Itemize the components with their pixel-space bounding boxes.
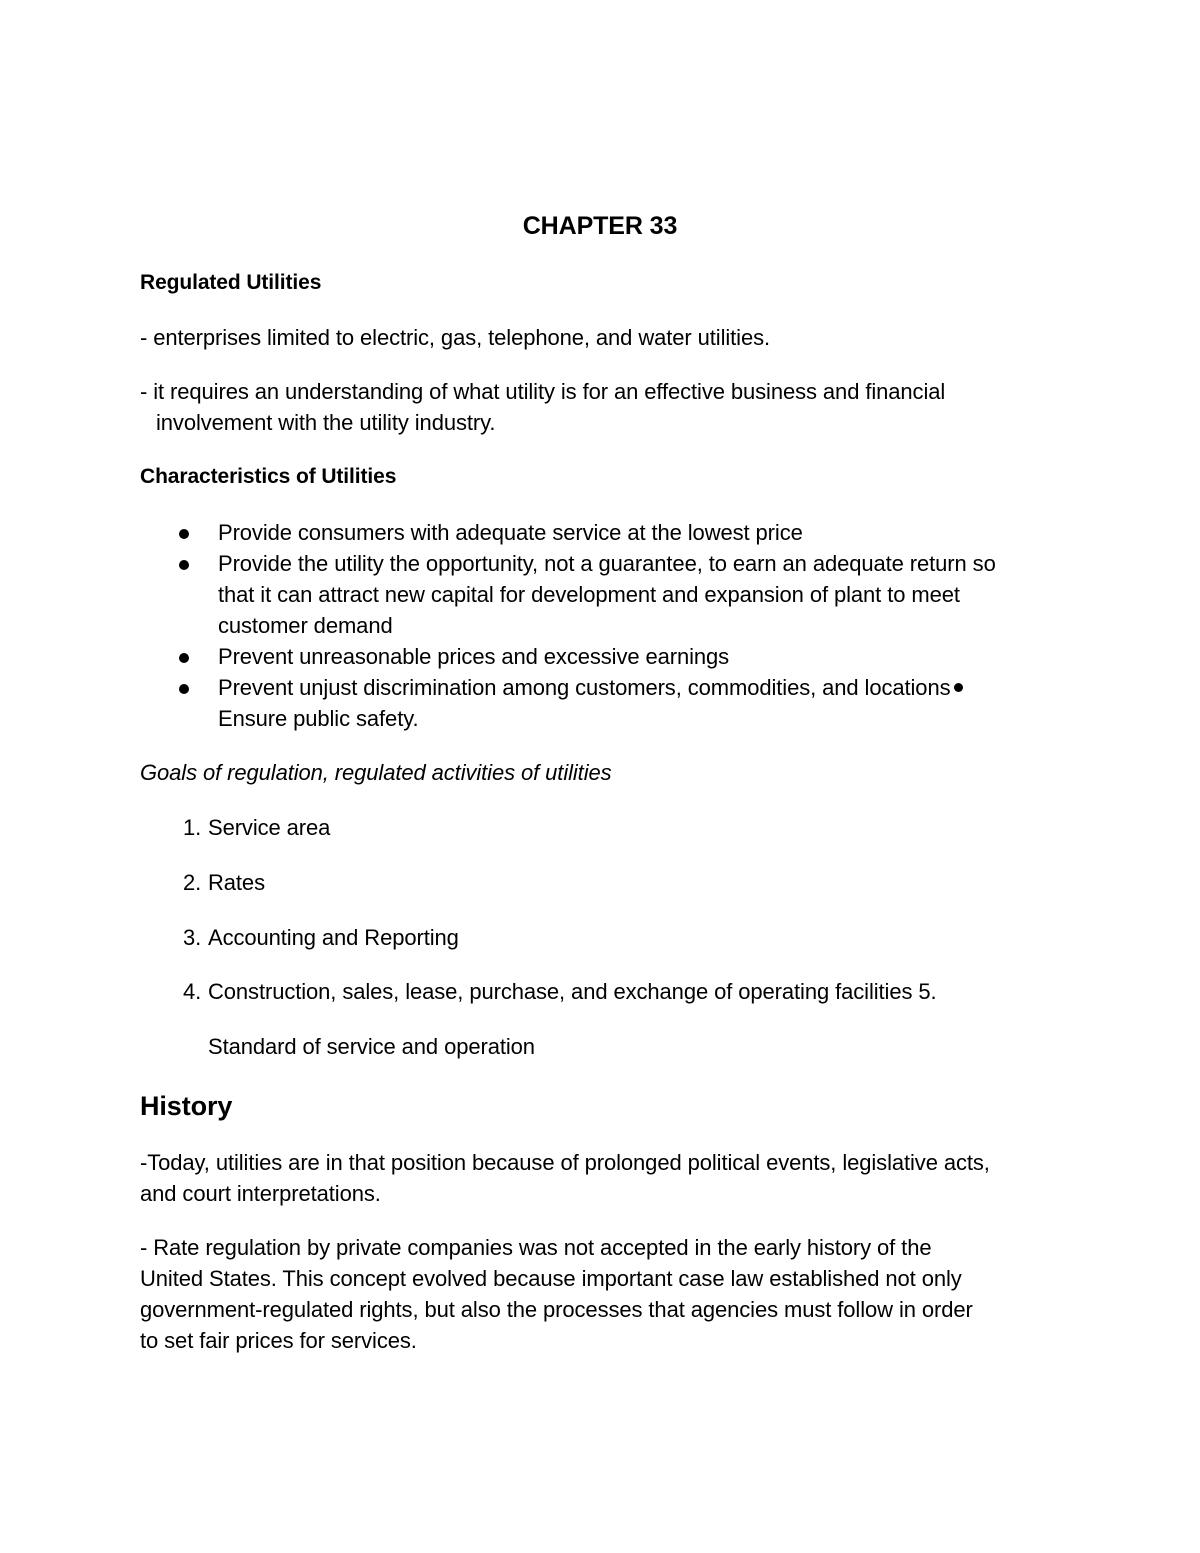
- characteristics-heading: Characteristics of Utilities: [140, 465, 397, 488]
- history-p2-line-1: - Rate regulation by private companies was not accepted in the early history of the: [140, 1235, 932, 1260]
- history-p2-line-4: to set fair prices for services.: [140, 1328, 417, 1353]
- characteristic-item-4a: [218, 672, 963, 703]
- bullet-icon: [179, 560, 189, 570]
- chapter-title: CHAPTER 33: [522, 212, 678, 240]
- regulated-utilities-heading: Regulated Utilities: [140, 271, 322, 294]
- goal-number-1: 1.: [183, 815, 202, 840]
- goal-number-4: 4.: [183, 979, 202, 1004]
- characteristic-item-2b: that it can attract new capital for development and expansion of plant to meet: [218, 582, 960, 607]
- goal-number-3: 3.: [183, 925, 202, 950]
- regulated-line-2a: - it requires an understanding of what utility is for an effective business and financial: [140, 379, 946, 404]
- bullet-icon: [179, 529, 189, 539]
- characteristic-item-3: Prevent unreasonable prices and excessive earnings: [218, 644, 730, 669]
- characteristic-item-2c: customer demand: [218, 613, 393, 638]
- characteristic-item-2a: Provide the utility the opportunity, not a guarantee, to earn an adequate return so: [218, 551, 996, 576]
- characteristic-item-1: Provide consumers with adequate service at the lowest price: [218, 520, 803, 545]
- goal-item-1: Service area: [208, 815, 331, 840]
- bullet-icon: [179, 653, 189, 663]
- goal-item-2: Rates: [208, 870, 265, 895]
- inline-bullet-icon: [954, 683, 963, 692]
- history-p1-line-2: and court interpretations.: [140, 1181, 381, 1206]
- history-heading: History: [140, 1091, 233, 1121]
- characteristic-item-4b: Ensure public safety.: [218, 706, 419, 731]
- goal-item-5: Standard of service and operation: [208, 1034, 535, 1059]
- history-p2-line-2: United States. This concept evolved because important case law established not only: [140, 1266, 962, 1291]
- history-p1-line-1: -Today, utilities are in that position because of prolonged political events, legislative acts,: [140, 1150, 990, 1175]
- regulated-line-1: - enterprises limited to electric, gas, telephone, and water utilities.: [140, 325, 770, 350]
- goal-item-4: Construction, sales, lease, purchase, and exchange of operating facilities 5.: [208, 979, 937, 1004]
- goals-heading: Goals of regulation, regulated activities of utilities: [140, 760, 612, 785]
- goal-item-3: Accounting and Reporting: [208, 925, 459, 950]
- history-p2-line-3: government-regulated rights, but also the processes that agencies must follow in order: [140, 1297, 973, 1322]
- bullet-icon: [179, 684, 189, 694]
- regulated-line-2b: involvement with the utility industry.: [156, 410, 496, 435]
- characteristic-item-4a-text: Prevent unjust discrimination among customers, commodities, and locations: [218, 675, 951, 700]
- goal-number-2: 2.: [183, 870, 202, 895]
